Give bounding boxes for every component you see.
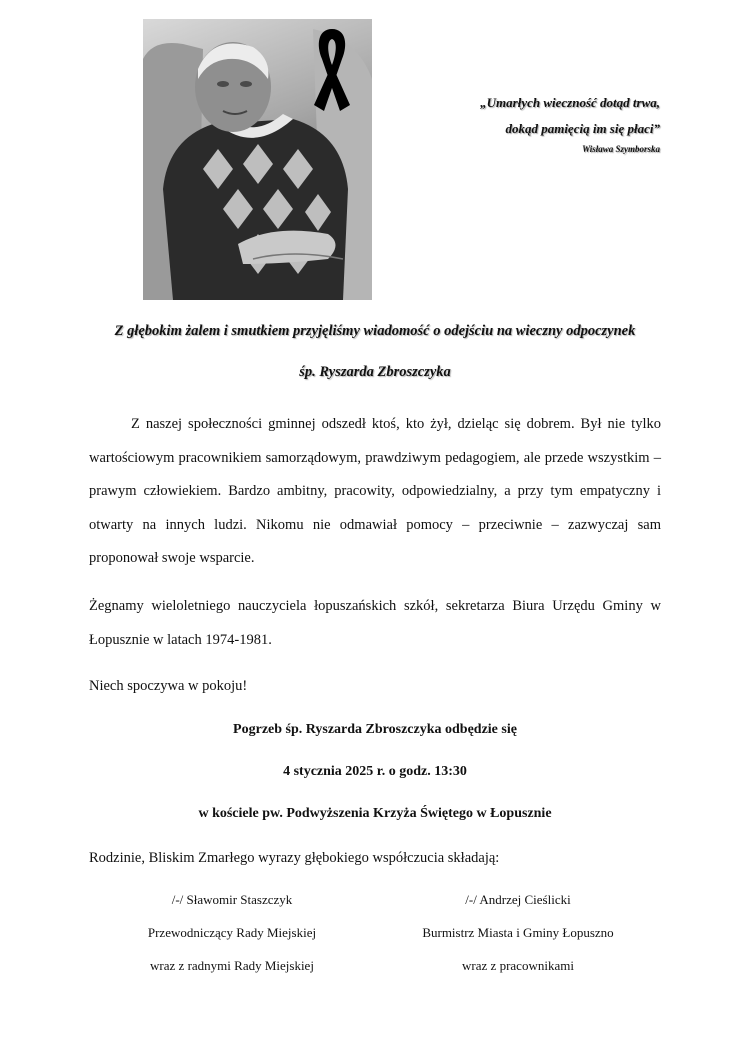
signature-name: /-/ Andrzej Cieślicki [465,892,571,907]
signature-with: wraz z pracownikami [462,958,574,973]
paragraph-text: Niech spoczywa w pokoju! [89,678,248,694]
signature-right [358,883,678,982]
quote-line-1: „Umarłych wieczność dotąd trwa, [480,95,660,110]
body-paragraph-1 [89,408,661,576]
quote-author: Wisława Szymborska [582,144,660,154]
funeral-line-1: Pogrzeb śp. Ryszarda Zbroszczyka odbędzie się [233,722,517,737]
headline-line-1: Z głębokim żalem i smutkiem przyjęliśmy wiadomość o odejściu na wieczny odpoczynek [114,323,636,339]
quote-block [340,90,660,156]
paragraph-text: Żegnamy wieloletniego nauczyciela łopuszańskich szkół, sekretarza Biura Urzędu Gminy w Łopusznie w latach 1974-1981. [89,598,661,648]
signature-left [72,883,392,982]
body-paragraph-2 [89,590,661,657]
condolences-text: Rodzinie, Bliskim Zmarłego wyrazy głębokiego współczucia składają: [89,850,500,866]
body-paragraph-3 [89,670,661,704]
signature-title: Przewodniczący Rady Miejskiej [147,925,317,940]
funeral-location: w kościele pw. Podwyższenia Krzyża Świętego w Łopusznie [198,806,552,821]
quote-line-2: dokąd pamięcią im się płaci” [505,121,660,136]
signature-with: wraz z radnymi Rady Miejskiej [150,958,314,973]
signature-title: Burmistrz Miasta i Gminy Łopuszno [422,925,614,940]
headline-name: śp. Ryszarda Zbroszczyka [299,364,451,380]
paragraph-text: Z naszej społeczności gminnej odszedł ktoś, kto żył, dzieląc się dobrem. Był nie tylko wartościowym pracownikiem samorządowym, prawdziwym pedagogiem, ale przede wszystkim – prawym człowiekiem. Bardzo ambitny, pracowity, odpowiedzialny, a przy tym empatyczny i otwarty na innych ludzi. Nikomu nie odmawiał pomocy – przeciwnie – zazwyczaj sam proponował swoje wsparcie. [89,416,661,566]
signature-name: /-/ Sławomir Staszczyk [171,892,293,907]
funeral-date: 4 stycznia 2025 r. o godz. 13:30 [283,764,467,779]
